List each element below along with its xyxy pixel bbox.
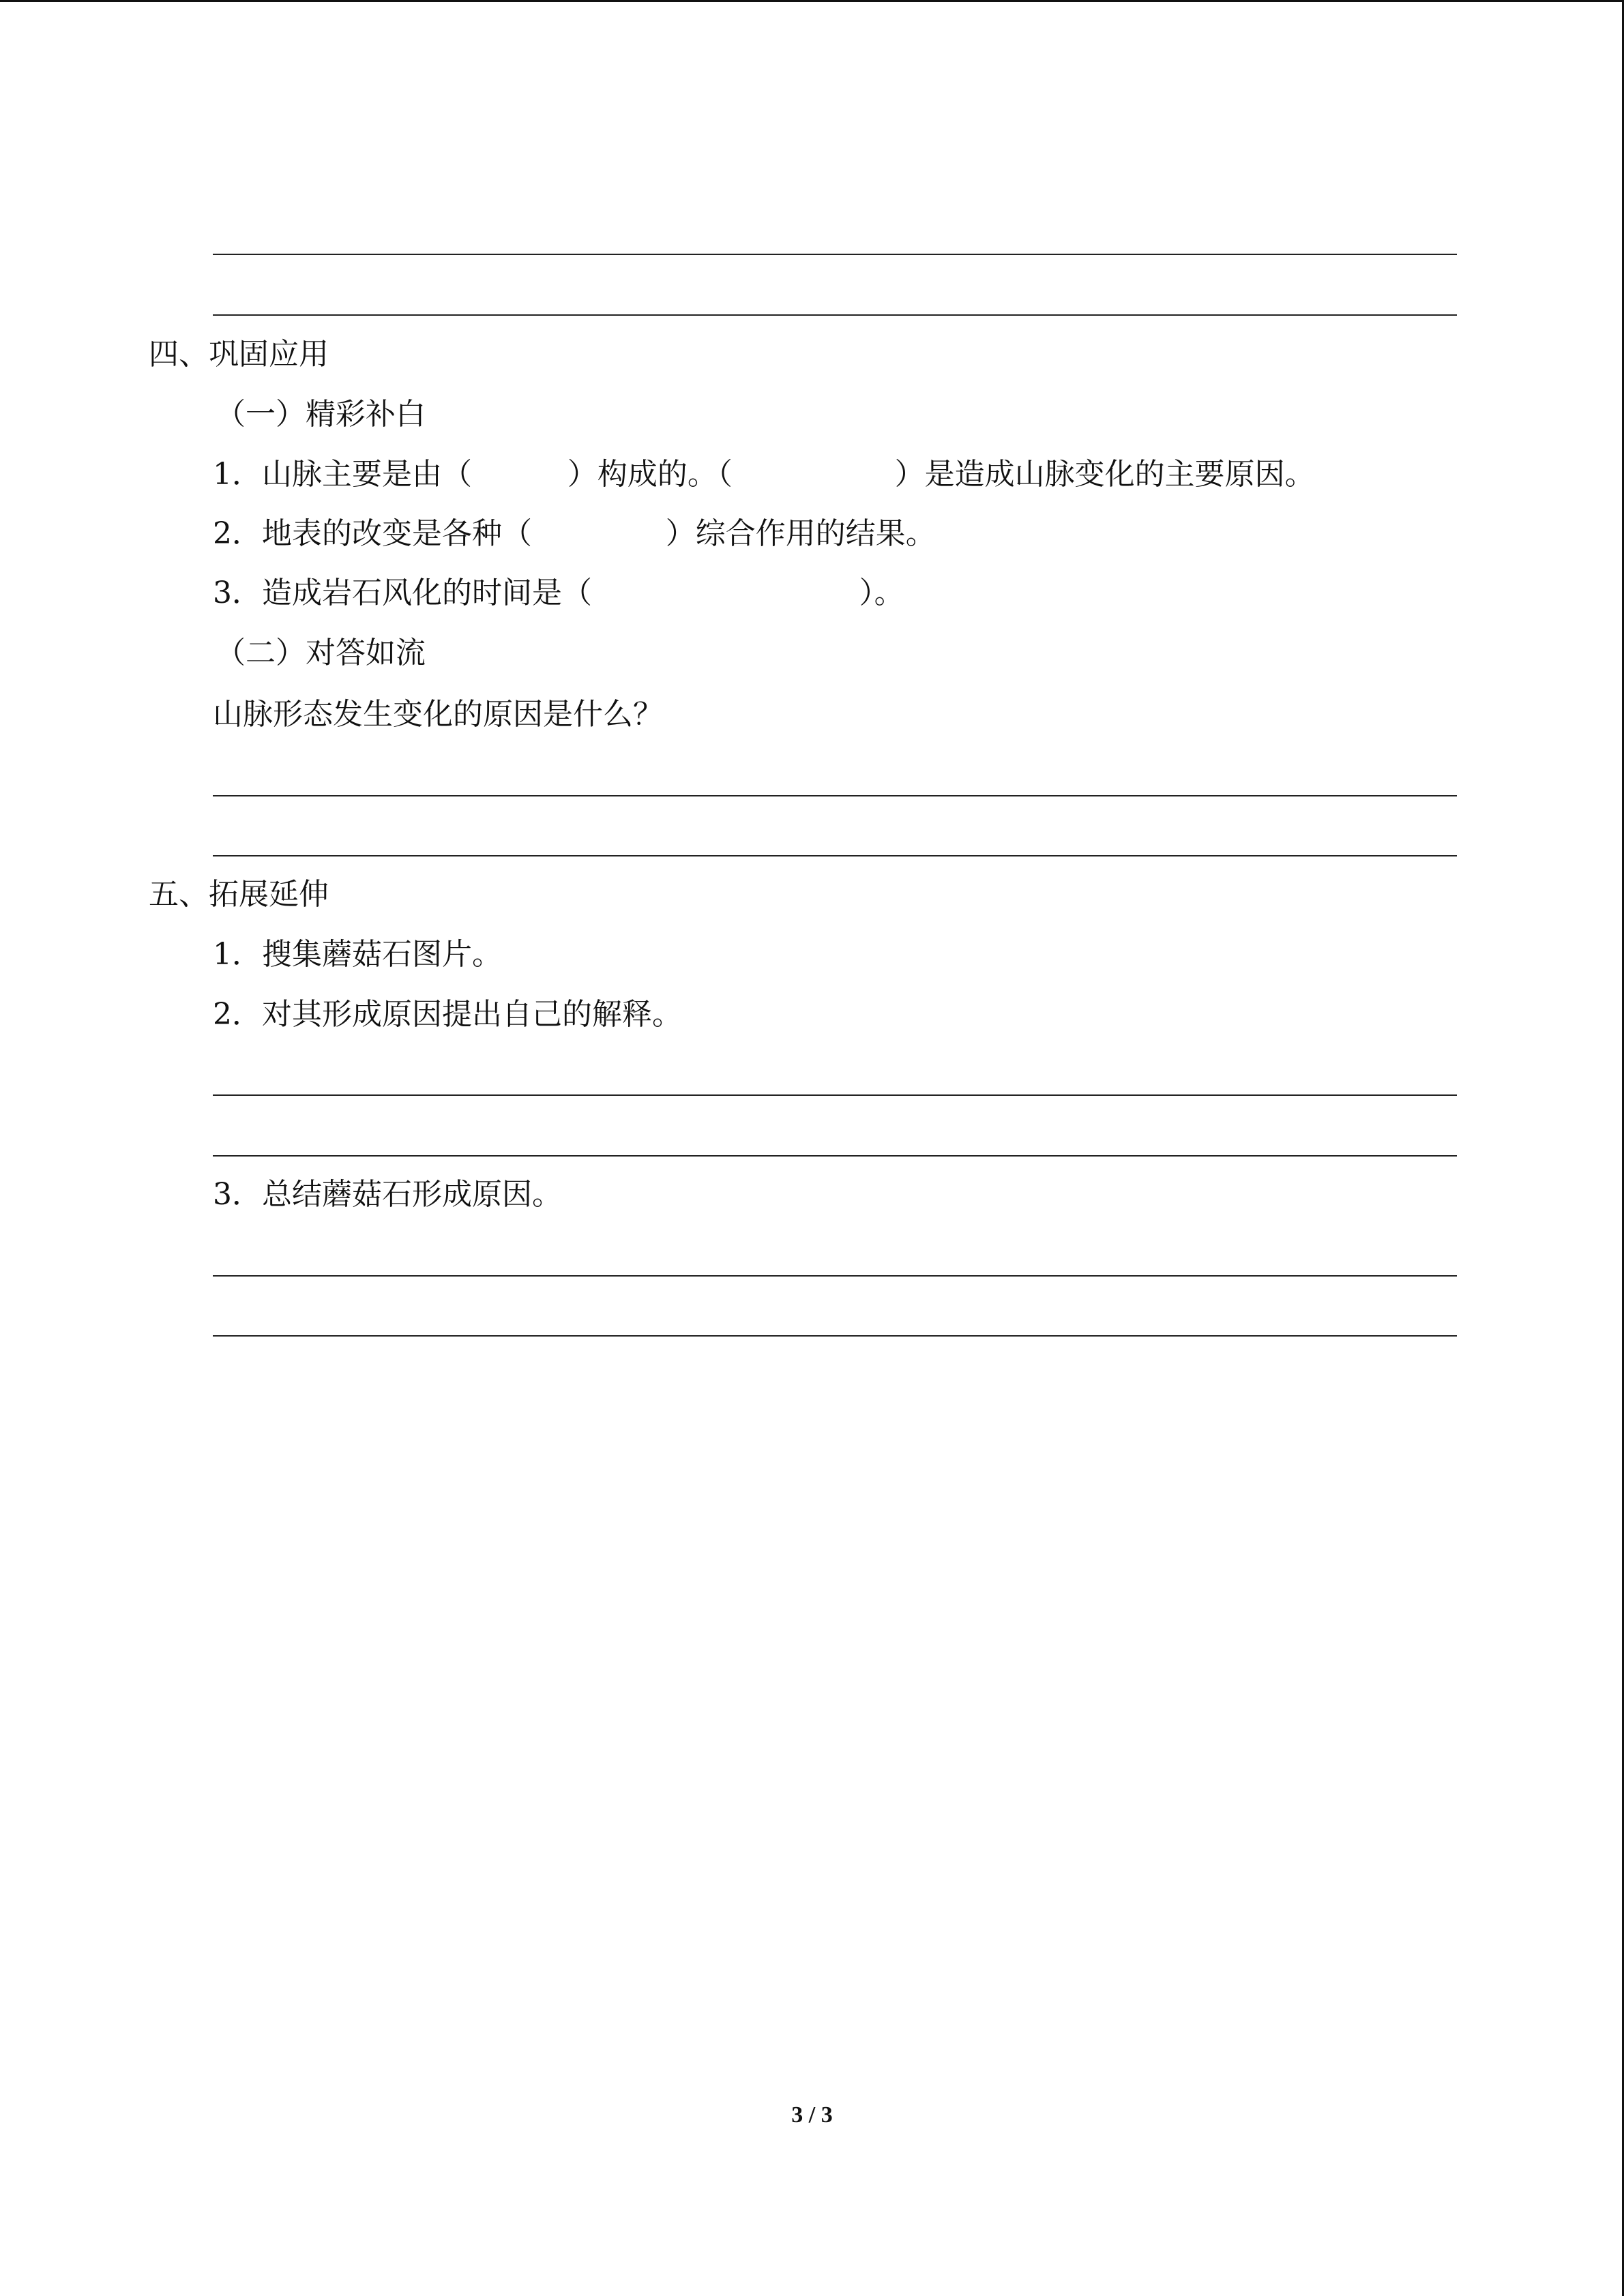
answer-line <box>213 314 1457 316</box>
section-title-5: 五、拓展延伸 <box>149 877 329 912</box>
answer-line <box>213 1335 1457 1337</box>
extension-item-3: 3．总结蘑菇石形成原因。 <box>213 1177 562 1212</box>
page-number: 3 / 3 <box>791 2102 833 2128</box>
subsection-title-answer: （二）对答如流 <box>216 636 426 670</box>
answer-line <box>213 795 1457 796</box>
answer-question: 山脉形态发生变化的原因是什么？ <box>213 697 663 732</box>
subsection-title-fill-blank: （一）精彩补白 <box>216 397 426 432</box>
extension-item-1: 1．搜集蘑菇石图片。 <box>213 937 502 972</box>
extension-item-2: 2．对其形成原因提出自己的解释。 <box>213 997 682 1032</box>
fill-blank-item-3: 3．造成岩石风化的时间是（ ）。 <box>213 576 904 610</box>
answer-line <box>213 254 1457 255</box>
section-title-4: 四、巩固应用 <box>149 337 329 372</box>
answer-line <box>213 1094 1457 1096</box>
fill-blank-item-1: 1．山脉主要是由（ ）构成的。（ ）是造成山脉变化的主要原因。 <box>213 457 1315 492</box>
fill-blank-item-2: 2．地表的改变是各种（ ）综合作用的结果。 <box>213 516 936 551</box>
answer-line <box>213 1155 1457 1157</box>
answer-line <box>213 855 1457 856</box>
answer-line <box>213 1275 1457 1277</box>
